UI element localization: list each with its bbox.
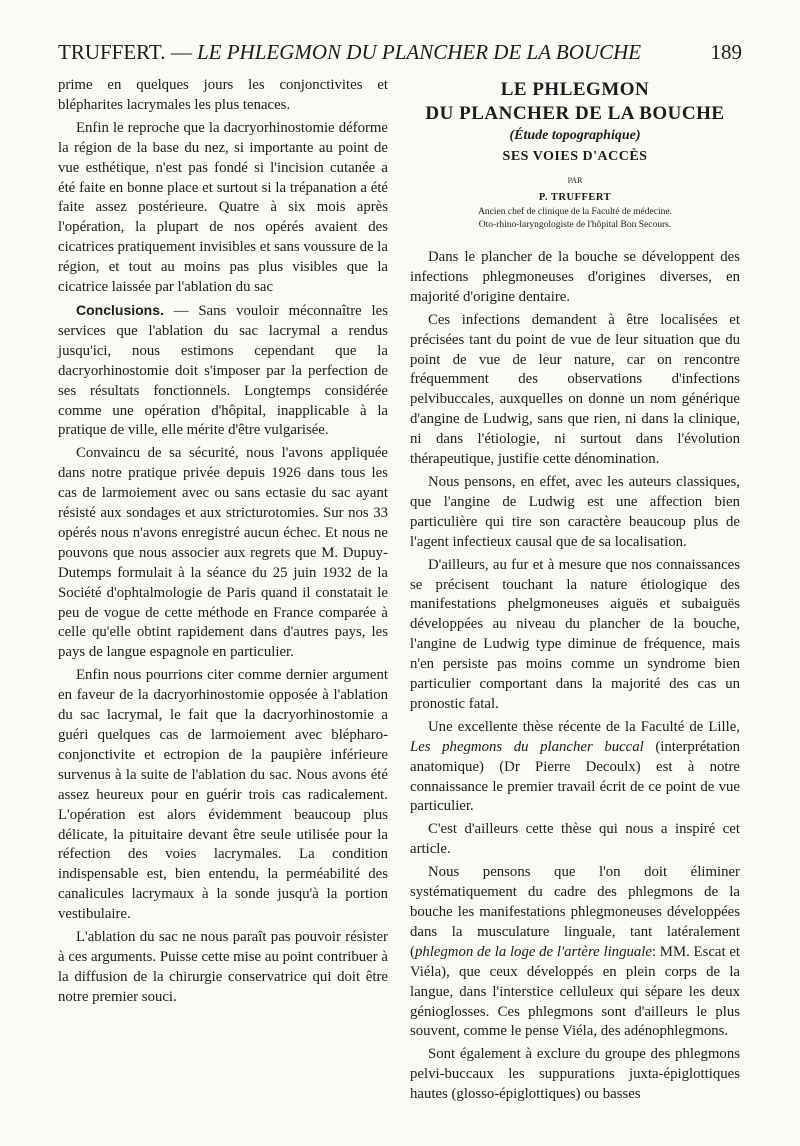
text: Une excellente thèse récente de la Faculté de Lille, <box>428 718 740 735</box>
text: (interprétation anatomique) (Dr Pierre Decoulx) est à notre connaissance le premier travail écrit de ce point de vue particulier. <box>410 738 740 815</box>
article-author: P. TRUFFERT <box>538 192 612 203</box>
conclusions-paragraph <box>58 301 388 441</box>
paragraph: Sont également à exclure du groupe des phlegmons pelvi-buccaux les suppurations juxta-épiglottiques hautes (glosso-épiglottiques) ou basses <box>410 1046 740 1103</box>
conclusions-text: — Sans vouloir méconnaître les services que l'ablation du sac lacrymal a rendus jusqu'ici, nous estimons cependant que la dacryorhinostomie doit s'imposer par la perfection de ses résultats fonctionnels. Longtemps considérée comme une opération d'hôpital, inapplicable à la pratique de ville, elle mérite d'être vulgarisée. <box>58 302 388 439</box>
paragraph: Dans le plancher de la bouche se développent des infections phlegmoneuses d'origines diverses, en majorité d'origine dentaire. <box>410 249 740 305</box>
paragraph: Convaincu de sa sécurité, nous l'avons appliquée dans notre pratique privée depuis 1926 dans tous les cas de larmoiement avec ou sans ectasie du sac ayant résisté aux sondages et aux stricturotomies. Sur nos 33 opérés nous n'avons enregistré aucun échec. Et nous ne pouvons que nous associer aux regrets que M. Dupuy-Dutemps formulait à la séance du 25 juin 1932 de la Société d'ophtalmologie de Paris quand il constatait le peu de vogue de cette méthode en France comparée à celle qu'elle obtint rapidement dans d'autres pays, les pays de langue espagnole en particulier. <box>58 445 388 661</box>
article-subtitle: (Étude topographique) <box>509 128 641 143</box>
paragraph <box>410 863 740 1042</box>
paragraph: C'est d'ailleurs cette thèse qui nous a inspiré cet article. <box>410 821 740 858</box>
article-title-line2: DU PLANCHER DE LA BOUCHE <box>425 103 725 124</box>
left-column <box>58 76 388 1011</box>
paragraph: Ces infections demandent à être localisées et précisées tant du point de vue de leur situation que du point de vue de leur nature, car on rencontre fréquemment des observations d'infections pelvibuccales, auxquelles on donne un nom générique d'angine de Ludwig, sans que rien, ni dans la clinique, ni dans l'étiologie, ni surtout dans l'évolution thérapeutique, justifie cette dénomination. <box>410 311 740 468</box>
article-subtitle-voies: SES VOIES D'ACCÈS <box>502 149 648 164</box>
paragraph: Enfin le reproche que la dacryorhinostomie déforme la région de la base du nez, si importante au point de vue esthétique, n'est pas fondé si l'incision cutanée a été faite en bonne place et surtout si la trépanation a été faite assez postérieure. Quatre à six mois après l'opération, la plupart de nos opérés avaient des cicatrices pratiquement invisibles et sans voussure de la région, et tout au moins pas plus visibles que la cicatrice laissée par l'ablation du sac <box>58 119 388 296</box>
text: : MM. Escat et Viéla), que ceux développés en plein corps de la langue, dans l'interstice celluleux qui sépare les deux génioglosses. Ces phlegmons sont d'ailleurs le plus souvent, comme le pense Viéla, des adénophlegmons. <box>410 943 740 1040</box>
paragraph: D'ailleurs, au fur et à mesure que nos connaissances se précisent touchant la nature étiologique des manifestations phelgmoneuses aiguës et subaiguës développées au niveau du plancher de la bouche, l'angine de Ludwig type diminue de fréquence, mais n'en persiste pas moins comme un syndrome bien particulier comportant dans la majorité des cas un pronostic fatal. <box>410 556 740 712</box>
running-header <box>58 40 742 65</box>
by-line: PAR <box>567 176 583 185</box>
italic-term: phlegmon de la loge de l'artère linguale <box>414 943 652 960</box>
paragraph: L'ablation du sac ne nous paraît pas pouvoir résister à ces arguments. Puisse cette mise au point contribuer à la diffusion de la chirurgie conservatrice qui doit être notre premier souci. <box>58 929 388 1005</box>
header-dash: — <box>170 40 192 64</box>
paragraph: Nous pensons, en effet, avec les auteurs classiques, que l'angine de Ludwig est une affection bien particulière qui tire son caractère beaucoup plus de l'agent infectieux causal que de sa localisation. <box>410 473 740 550</box>
thesis-title: Les phegmons du plancher buccal <box>410 738 644 755</box>
paragraph <box>410 718 740 818</box>
paragraph: Enfin nous pourrions citer comme dernier argument en faveur de la dacryorhinostomie opposée à l'ablation du sac lacrymal, le fait que la dacryorhinostomie a guéri quelques cas de larmoiement avec blépharo-conjonctivite et ectropion de la paupière inférieure survenus à la suite de l'ablation du sac. Nous avons été assez heureux pour en guérir trois cas radicalement. L'opération est alors évidemment beaucoup plus délicate, la pituitaire devant être seule utilisée pour la réfection des voies lacrymales. La condition indispensable est, bien entendu, la perméabilité des canalicules lacrymaux à la sonde jusqu'à la portion vestibulaire. <box>58 667 388 923</box>
author-affiliation: Oto-rhino-laryngologiste de l'hôpital Bon Secours. <box>478 220 672 230</box>
conclusions-label: Conclusions. <box>76 301 164 318</box>
paragraph: prime en quelques jours les conjonctivites et blépharites lacrymales les plus tenaces. <box>58 77 388 113</box>
page-number: 189 <box>710 40 742 64</box>
header-running-title: LE PHLEGMON DU PLANCHER DE LA BOUCHE <box>196 40 642 64</box>
text: Nous pensons que l'on doit éliminer systématiquement du cadre des phlegmons de la bouche les manifestations phlegmoneuses développées dans la musculature linguale, tant latéralement ( <box>410 864 740 960</box>
right-column <box>410 76 740 1108</box>
author-affiliation: Ancien chef de clinique de la Faculté de médecine. <box>478 207 672 217</box>
header-author: TRUFFERT. <box>58 40 166 64</box>
article-title-line1: LE PHLEGMON <box>500 79 650 100</box>
